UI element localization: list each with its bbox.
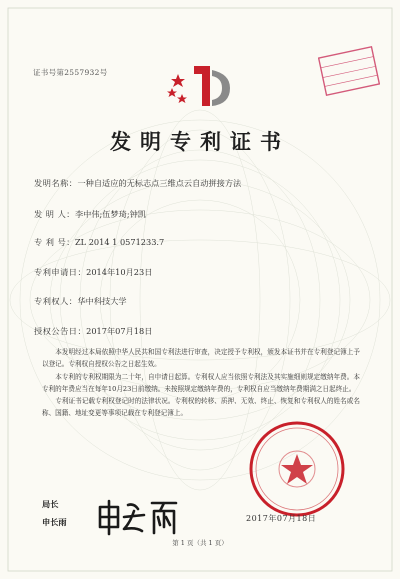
handwritten-signature xyxy=(94,497,180,537)
field-label: 专利权人： xyxy=(34,296,78,306)
certificate-number: 证书号第2557932号 xyxy=(33,68,108,77)
official-seal-icon xyxy=(248,420,346,518)
paragraph-term: 本专利的专利权期限为二十年，自申请日起算。专利权人应当依照专利法及其实施细则规定缴纳年费。本专利的年费应当在每年10月23日前缴纳。未按照规定缴纳年费的，专利权自应当缴纳年费期满之日起终止。 xyxy=(42,372,360,393)
field-label: 发 明 人： xyxy=(34,209,75,219)
field-value: 2017年07月18日 xyxy=(86,326,153,336)
field-inventors xyxy=(34,209,146,220)
field-grant-date xyxy=(34,326,152,337)
signatory-title: 局长 xyxy=(42,499,59,509)
field-label: 专利申请日： xyxy=(34,267,87,277)
signatory-name: 申长雨 xyxy=(42,517,67,527)
paragraph-status: 专利证书记载专利权登记时的法律状况。专利权的转移、质押、无效、终止、恢复和专利权人的姓名或名称、国籍、地址变更等事项记载在专利登记簿上。 xyxy=(42,397,360,418)
field-invention-name xyxy=(34,178,241,189)
page-number: 第 1 页（共 1 页） xyxy=(172,539,228,547)
paragraph-grant: 本发明经过本局依照中华人民共和国专利法进行审查，决定授予专利权，颁发本证书并在专利登记簿上予以登记。专利权自授权公告之日起生效。 xyxy=(42,348,360,369)
field-label: 授权公告日： xyxy=(34,326,87,336)
body-paragraph xyxy=(42,346,360,420)
field-value: 华中科技大学 xyxy=(77,296,127,306)
cnipa-logo-icon xyxy=(164,60,238,112)
field-value: 李中伟;伍梦琦;钟凯 xyxy=(74,209,146,219)
field-label: 专 利 号： xyxy=(34,237,75,247)
field-application-date xyxy=(34,267,152,278)
seal-date: 2017年07月18日 xyxy=(246,514,317,523)
field-patentee xyxy=(34,296,127,307)
agency-stamp-icon xyxy=(318,40,380,102)
field-value: ZL 2014 1 0571233.7 xyxy=(74,237,165,247)
field-patent-number xyxy=(34,237,164,248)
field-value: 2014年10月23日 xyxy=(86,267,153,277)
field-value: 一种自适应的无标志点三维点云自动拼接方法 xyxy=(77,178,242,188)
certificate-title: 发明专利证书 xyxy=(110,129,290,154)
field-label: 发明名称： xyxy=(34,178,78,188)
